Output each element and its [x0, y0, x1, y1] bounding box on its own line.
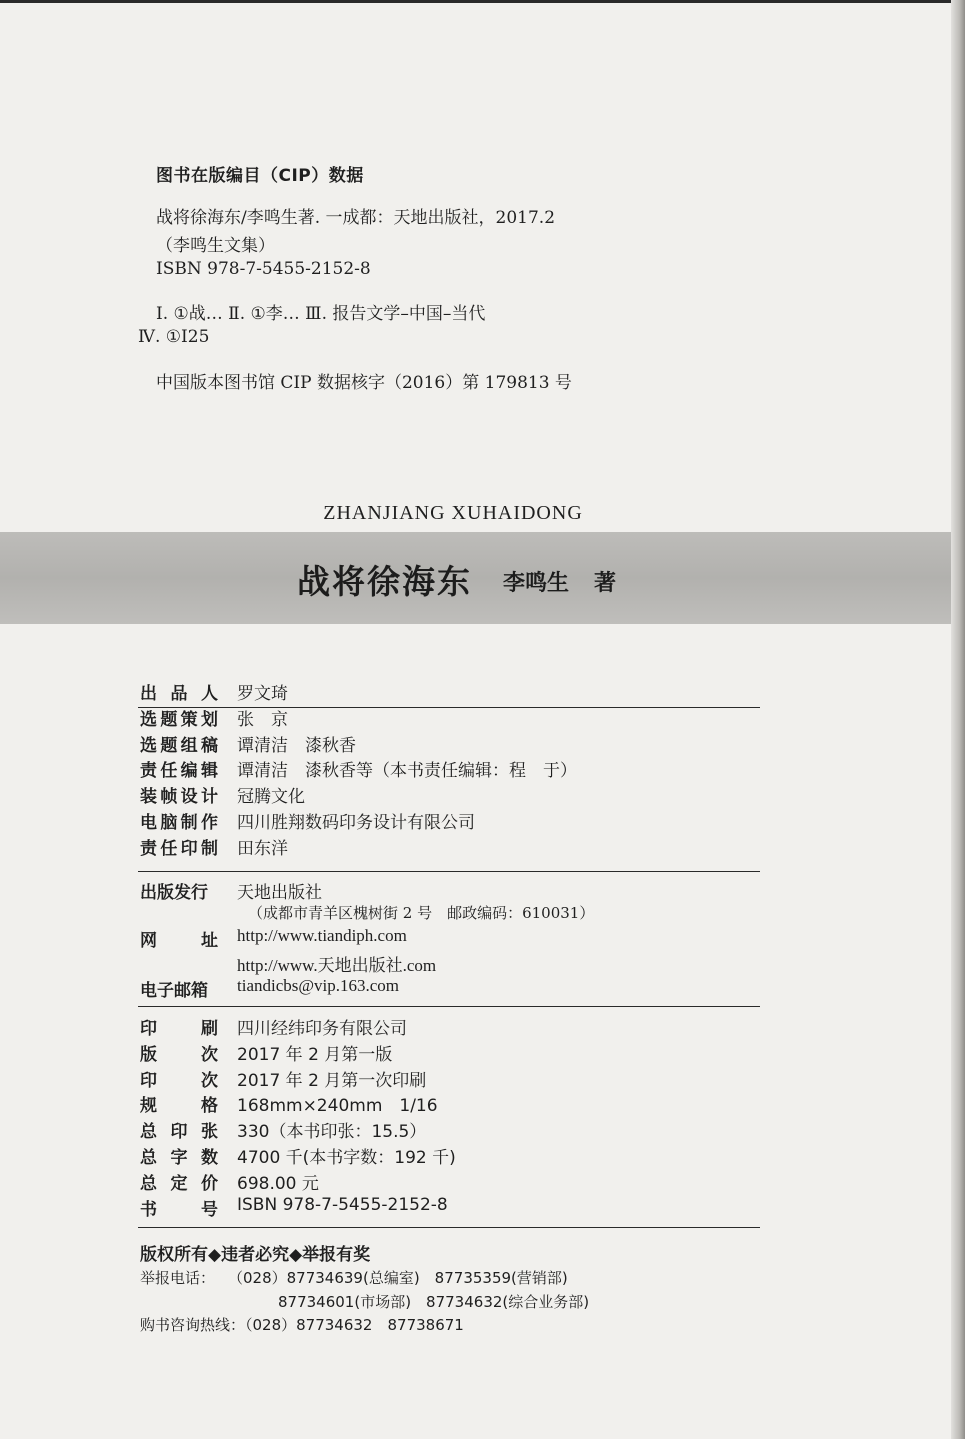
cip-title: 图书在版编目（CIP）数据 [156, 166, 364, 186]
credit-label-char: 策 [180, 709, 198, 730]
spec-label-char: 价 [201, 1173, 218, 1194]
credit-label-char: 制 [180, 813, 198, 833]
spec-label-char: 刷 [201, 1019, 218, 1039]
spec-label-char: 字 [170, 1148, 188, 1168]
spec-label-char: 张 [201, 1122, 218, 1143]
credit-label-char: 设 [180, 787, 198, 808]
credit-label-char: 划 [200, 709, 218, 730]
publisher-name: 天地出版社 [237, 883, 322, 903]
credit-value: 罗文琦 [237, 684, 288, 704]
credit-value: 田东洋 [237, 838, 288, 859]
website-link-1[interactable]: http://www.tiandiph.com [237, 926, 407, 945]
credit-label-char: 任 [160, 761, 178, 782]
email-label: 电子邮箱 [140, 981, 208, 1001]
report-phone-line-1: （028）87734639(总编室) 87735359(营销部) [228, 1269, 568, 1287]
credit-label-char: 稿 [200, 735, 218, 756]
report-phone-label: 举报电话： [140, 1269, 216, 1287]
credit-label-char: 帧 [160, 787, 178, 808]
credit-label-char: 任 [160, 838, 178, 859]
book-title-english: ZHANJIANG XUHAIDONG [323, 502, 583, 524]
credit-label-char: 印 [180, 838, 198, 859]
website-link-2[interactable]: http://www.天地出版社.com [237, 956, 437, 975]
divider-line [138, 1227, 760, 1228]
spec-label-char: 总 [140, 1148, 157, 1168]
credit-label-char: 选 [140, 735, 157, 756]
spec-label-char: 印 [170, 1122, 188, 1143]
spec-label-char: 版 [140, 1044, 157, 1065]
cip-line-1: 战将徐海东/李鸣生著. 一成都：天地出版社，2017.2 [156, 208, 556, 228]
credit-label [140, 705, 218, 730]
credit-label-char: 电 [140, 813, 157, 833]
spec-label [140, 1195, 218, 1220]
author-role: 著 [594, 571, 617, 596]
spec-label-char: 总 [140, 1173, 157, 1194]
spec-label [140, 1169, 218, 1194]
spec-value: 330（本书印张：15.5） [237, 1122, 427, 1143]
website-label-char: 址 [201, 931, 218, 951]
book-title: 战将徐海东 [297, 562, 472, 601]
credit-label-char: 选 [140, 709, 157, 730]
cip-line-5: Ⅳ. ①I25 [138, 327, 210, 347]
credit-label-char: 人 [201, 684, 218, 704]
spec-label-char: 总 [140, 1122, 157, 1143]
credit-label-char: 责 [140, 838, 157, 859]
spec-label [140, 1040, 218, 1065]
website-label [140, 926, 218, 951]
rights-notice: 版权所有◆违者必究◆举报有奖 [140, 1245, 371, 1265]
spec-label-char: 次 [201, 1070, 218, 1091]
spec-value: 698.00 元 [237, 1173, 319, 1194]
credit-value: 谭清洁 漆秋香等（本书责任编辑：程 于） [237, 761, 577, 782]
publisher-address: （成都市青羊区槐树街 2 号 邮政编码：610031） [248, 904, 595, 922]
credit-label-char: 计 [200, 787, 218, 808]
credit-label-char: 装 [140, 787, 157, 808]
spec-value: 168mm×240mm 1/16 [237, 1096, 438, 1117]
credit-label-char: 题 [160, 709, 178, 730]
divider-line [138, 871, 760, 872]
credit-label [140, 679, 218, 704]
spec-label-char: 书 [140, 1199, 157, 1220]
credit-value: 四川胜翔数码印务设计有限公司 [237, 813, 475, 833]
spec-value: 2017 年 2 月第一版 [237, 1044, 393, 1065]
credit-label [140, 782, 218, 807]
spec-label-char: 格 [201, 1096, 218, 1117]
title-band [0, 532, 951, 624]
credit-value: 谭清洁 漆秋香 [237, 735, 356, 756]
spec-value: 2017 年 2 月第一次印刷 [237, 1070, 427, 1091]
spec-label-char: 规 [140, 1096, 157, 1117]
credit-label [140, 756, 218, 781]
report-phone-line-2: 87734601(市场部) 87734632(综合业务部) [278, 1293, 590, 1311]
spec-label-char: 印 [140, 1070, 157, 1091]
page-top-edge [0, 0, 965, 3]
spec-value: 四川经纬印务有限公司 [237, 1019, 407, 1039]
credit-value: 冠腾文化 [237, 787, 305, 808]
credit-label [140, 731, 218, 756]
divider-line [138, 707, 760, 708]
credit-label-char: 出 [140, 684, 157, 704]
credit-label-char: 组 [180, 735, 198, 756]
credit-label-char: 责 [140, 761, 157, 782]
spec-label-char: 印 [140, 1019, 157, 1039]
email-value[interactable]: tiandicbs@vip.163.com [237, 976, 400, 995]
credit-label-char: 制 [200, 838, 218, 859]
credit-label-char: 辑 [200, 761, 218, 782]
cip-line-4: Ⅰ. ①战… Ⅱ. ①李… Ⅲ. 报告文学–中国–当代 [156, 304, 486, 324]
spec-label [140, 1091, 218, 1116]
credit-label-char: 题 [160, 735, 178, 756]
cip-line-3: ISBN 978-7-5455-2152-8 [156, 259, 371, 279]
purchase-hotline: 购书咨询热线：（028）87734632 87738671 [140, 1316, 464, 1334]
credit-label-char: 脑 [160, 813, 178, 833]
credit-label [140, 834, 218, 859]
spec-label-char: 数 [201, 1148, 218, 1168]
website-label-char: 网 [140, 931, 157, 951]
credit-value: 张 京 [237, 709, 288, 730]
spec-label-char: 号 [201, 1199, 218, 1220]
credit-label [140, 808, 218, 833]
book-author: 李鸣生 [503, 571, 570, 596]
spec-label [140, 1143, 218, 1168]
spec-value: ISBN 978-7-5455-2152-8 [237, 1194, 448, 1215]
spec-label [140, 1117, 218, 1142]
spec-value: 4700 千(本书字数：192 千) [237, 1148, 456, 1168]
spec-label [140, 1066, 218, 1091]
divider-line [138, 1006, 760, 1007]
publisher-label: 出版发行 [140, 883, 208, 903]
credit-label-char: 编 [180, 761, 198, 782]
spec-label [140, 1014, 218, 1039]
cip-line-6: 中国版本图书馆 CIP 数据核字（2016）第 179813 号 [156, 373, 572, 393]
credit-label-char: 品 [170, 684, 188, 704]
page-right-edge [951, 0, 965, 1439]
cip-line-2: （李鸣生文集） [156, 236, 275, 256]
credit-label-char: 作 [200, 813, 218, 833]
spec-label-char: 次 [201, 1044, 218, 1065]
spec-label-char: 定 [170, 1173, 188, 1194]
